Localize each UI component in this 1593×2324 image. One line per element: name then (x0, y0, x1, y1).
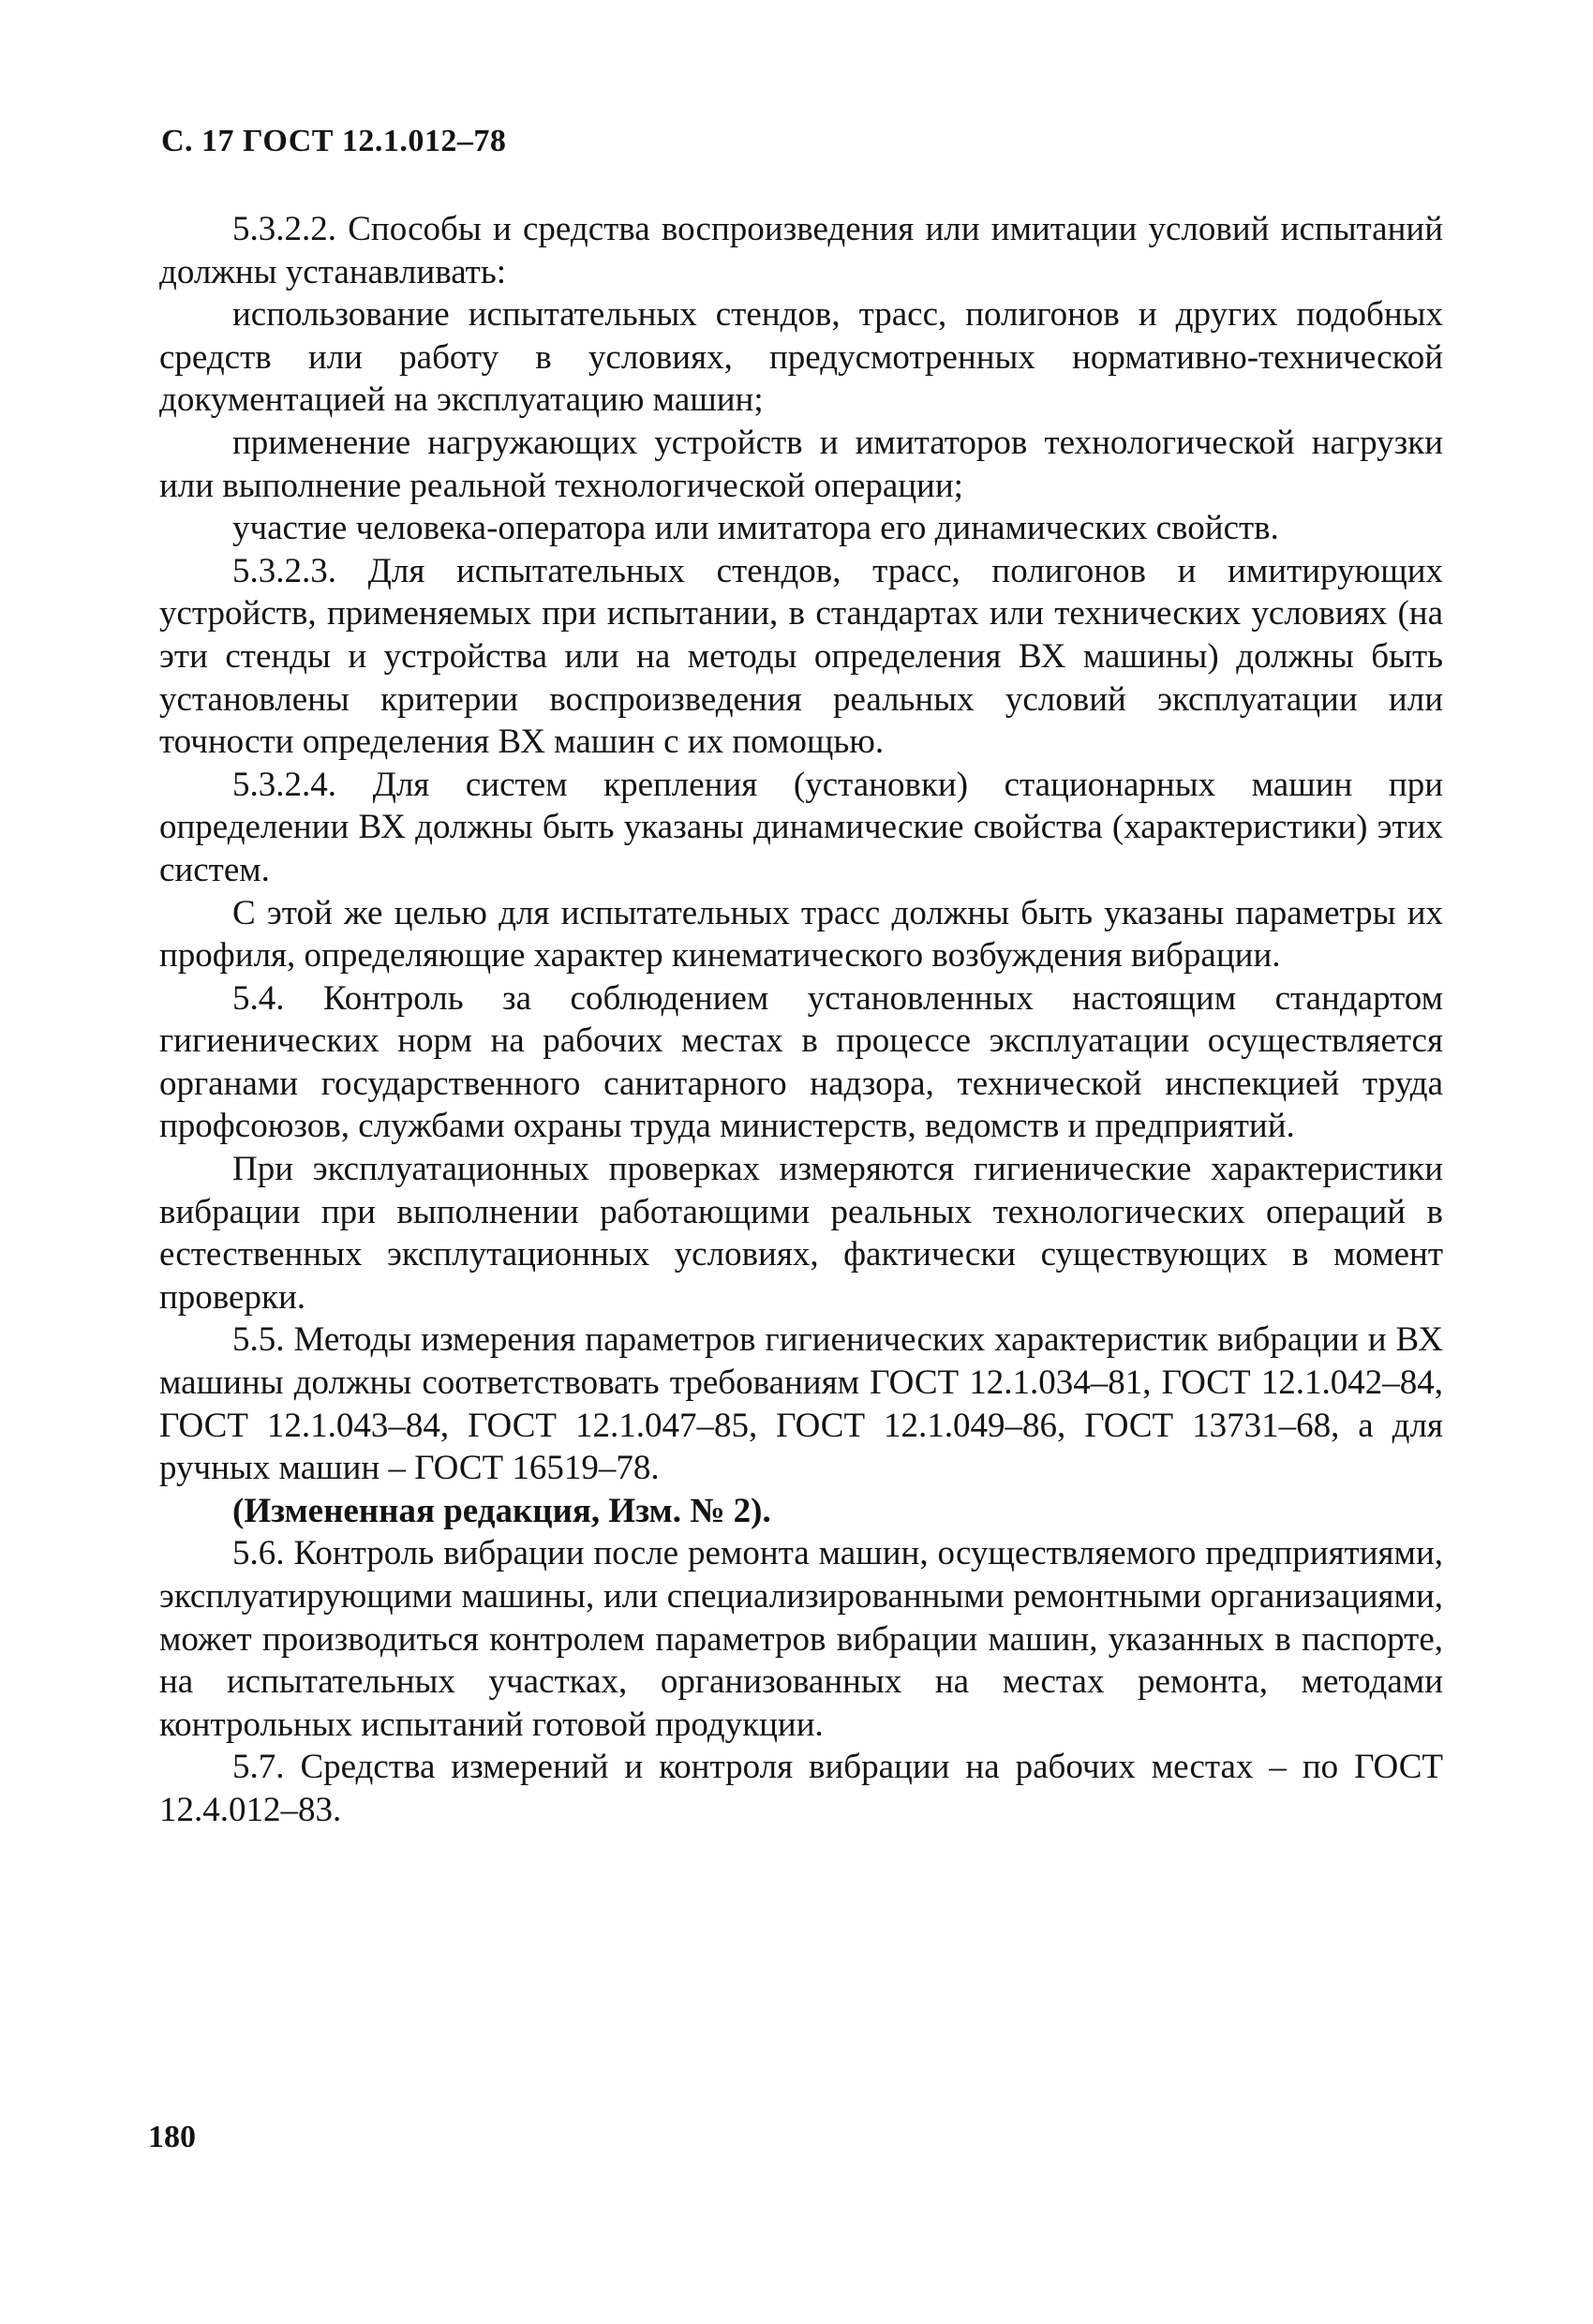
page-number: 180 (148, 2120, 196, 2154)
paragraph-test-tracks: С этой же целью для испытательных трасс должны быть указаны параметры их профиля, определяющие характер кинематического возбуждения вибрации. (159, 893, 1443, 976)
page-running-title: С. 17 ГОСТ 12.1.012–78 (161, 124, 507, 158)
paragraph-5-7: 5.7. Средства измерений и контроля вибрации на рабочих местах – по ГОСТ 12.4.012–83. (159, 1748, 1443, 1829)
paragraph-operational-checks: При эксплуатационных проверках измеряются гигиенические характеристики вибрации при выполнении работающими реальных технологических операций в естественных эксплутационных условиях, фактически существующих в момент проверки. (159, 1150, 1443, 1317)
amendment-note: (Измененная редакция, Изм. № 2). (232, 1491, 771, 1530)
list-item-test-benches: использование испытательных стендов, трасс, полигонов и других подобных средств или работу в условиях, предусмотренных нормативно-технической документацией на эксплуатацию машин; (159, 295, 1443, 420)
list-item-human-operator: участие человека-оператора или имитатора его динамических свойств. (232, 509, 1279, 548)
paragraph-5-3-2-3: 5.3.2.3. Для испытательных стендов, трасс, полигонов и имитирующих устройств, применяемых при испытании, в стандартах или технических условиях (на эти стенды и устройства или на методы определения ВХ машины) должны быть установлены критерии воспроизведения реальных условий эксплуатации или точности определения ВХ машин с их помощью. (159, 551, 1443, 762)
paragraph-5-6: 5.6. Контроль вибрации после ремонта машин, осуществляемого предприятиями, эксплуатирующими машины, или специализированными ремонтными организациями, может производиться контролем параметров вибрации машин, указанных в паспорте, на испытательных участках, организованных на местах ремонта, методами контрольных испытаний готовой продукции. (159, 1534, 1443, 1744)
paragraph-5-3-2-4: 5.3.2.4. Для систем крепления (установки) стационарных машин при определении ВХ должны быть указаны динамические свойства (характеристики) этих систем. (159, 765, 1443, 889)
paragraph-5-4: 5.4. Контроль за соблюдением установленных настоящим стандартом гигиенических норм на рабочих местах в процессе эксплуатации осуществляется органами государственного санитарного надзора, технической инспекцией труда профсоюзов, службами охраны труда министерств, ведомств и предприятий. (159, 978, 1443, 1146)
paragraph-5-3-2-2: 5.3.2.2. Способы и средства воспроизведения или имитации условий испытаний должны устанавливать: (159, 210, 1443, 291)
list-item-loading-devices: применение нагружающих устройств и имитаторов технологической нагрузки или выполнение реальной технологической операции; (159, 423, 1443, 505)
paragraph-5-5: 5.5. Методы измерения параметров гигиенических характеристик вибрации и ВХ машины должны соответствовать требованиям ГОСТ 12.1.034–81, ГОСТ 12.1.042–84, ГОСТ 12.1.043–84, ГОСТ 12.1.047–85, ГОСТ 12.1.049–86, ГОСТ 13731–68, а для ручных машин – ГОСТ 16519–78. (159, 1320, 1443, 1488)
document-body (159, 208, 1443, 1832)
